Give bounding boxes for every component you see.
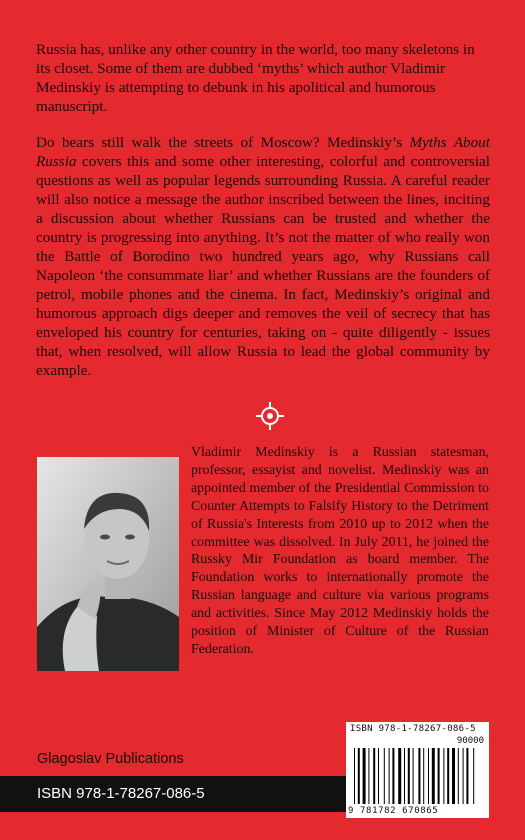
barcode-bar: [413, 748, 414, 804]
barcode-bar: [354, 748, 355, 804]
barcode-bar: [432, 748, 435, 804]
barcode-bars: [346, 722, 489, 818]
barcode-bar: [363, 748, 366, 804]
blurb-paragraph-2: [36, 133, 490, 380]
barcode-bar: [443, 748, 444, 804]
barcode-price-code: 90000: [456, 736, 484, 746]
blurb-p2-lead: Do bears still walk the streets of Moscow? Medinskiy’s: [36, 134, 410, 151]
barcode-bar: [373, 748, 375, 804]
barcode-bar: [398, 748, 401, 804]
isbn-band: [0, 776, 346, 812]
barcode-bar: [358, 748, 360, 804]
barcode-isbn-text: ISBN 978-1-78267-086-5: [350, 724, 476, 734]
book-title: Myths About Russia: [36, 134, 490, 170]
barcode-bar: [428, 748, 429, 804]
barcode-bar: [463, 748, 464, 804]
barcode-bar: [378, 748, 379, 804]
barcode-bar: [447, 748, 449, 804]
author-portrait: [37, 457, 179, 671]
publisher-name: Glagoslav Publications: [37, 751, 184, 767]
barcode-digits: 9 781782 670865: [348, 806, 439, 816]
barcode-bar: [438, 748, 440, 804]
barcode-bar: [384, 748, 385, 804]
barcode-bar: [404, 748, 405, 804]
barcode-bar: [458, 748, 459, 804]
barcode-bar: [392, 748, 394, 804]
barcode-bar: [473, 748, 474, 804]
barcode-bar: [418, 748, 420, 804]
barcode-bar: [466, 748, 468, 804]
crosshair-ornament-icon: [255, 401, 285, 431]
barcode-bar: [423, 748, 424, 804]
isbn-band-text: ISBN 978-1-78267-086-5: [37, 785, 205, 802]
barcode-bar: [408, 748, 410, 804]
blurb-paragraph-1: Russia has, unlike any other country in the world, too many skeletons in its closet. Some of them are dubbed ‘myths’ which author Vladimir Medinskiy is attempting to debunk in his apolitical and humorous manuscript.: [36, 41, 475, 115]
author-bio: Vladimir Medinskiy is a Russian statesman, professor, essayist and novelist. Medinskiy was an appointed member of the Presidential Commission to Counter Attempts to Falsify History to the Detriment of Russia's Interests from 2010 up to 2012 when the committee was dissolved. In July 2011, he joined the Russky Mir Foundation as board member. The Foundation works to internationally promote the Russian language and culture via various programs and activities. Since May 2012 Medinskiy holds the position of Minister of Culture of the Russian Federation.: [191, 445, 489, 657]
barcode-bar: [452, 748, 455, 804]
barcode-bar: [389, 748, 390, 804]
blurb-p2-rest: covers this and some other interesting, colorful and controversial questions as well as popular legends surrounding Russia. A careful reader will also notice a message the author inscribed between the lines, inciting a discussion about whether Russians can be trusted and whether the country is progressing into anything. It’s not the matter of who really won the Battle of Borodino two hundred years ago, why Russians call Napoleon ‘the consummate liar’ and whether Russians are the founders of petrol, mobile phones and the cinema. In fact, Medinskiy’s original and humorous approach digs deeper and removes the veil of secrecy that has enveloped his country for centuries, taking on - quite diligently - issues that, when resolved, will allow Russia to lead the global community by example.: [36, 153, 490, 379]
isbn-barcode: [346, 722, 489, 818]
barcode-bar: [368, 748, 369, 804]
